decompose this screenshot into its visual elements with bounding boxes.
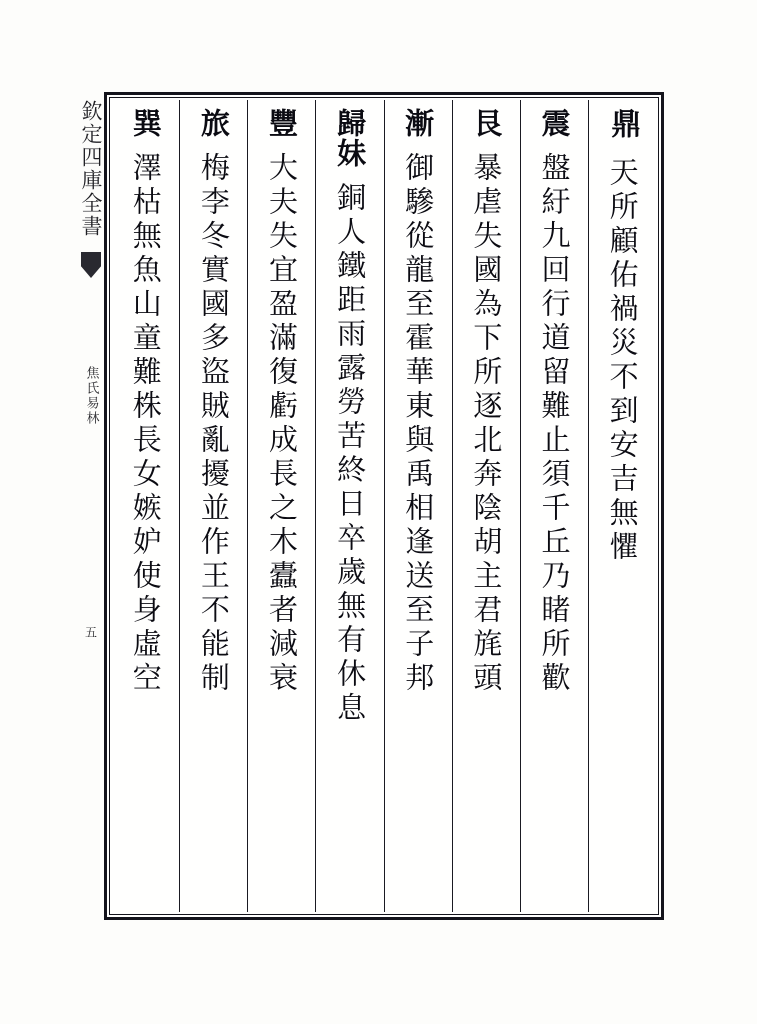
fish-tail-mark <box>81 252 101 278</box>
hexagram-name-8: 巽 <box>128 108 163 138</box>
text-column-6 <box>247 100 315 912</box>
verse-text-8: 澤枯無魚山童難株長女嫉妒使身虛空 <box>128 152 163 696</box>
hexagram-name-4: 漸 <box>401 108 436 138</box>
hexagram-name-7: 旅 <box>196 108 231 138</box>
text-column-7 <box>179 100 247 912</box>
verse-text-3: 暴虐失國為下所逐北奔陰胡主君旄頭 <box>469 152 504 696</box>
hexagram-name-6: 豐 <box>265 108 300 138</box>
verse-text-7: 梅李冬實國多盜賊亂擾並作王不能制 <box>196 152 231 696</box>
text-column-8 <box>112 100 179 912</box>
text-column-5 <box>315 100 383 912</box>
hexagram-name-5: 歸妹 <box>333 108 368 168</box>
series-title: 欽定四庫全書 <box>79 100 103 238</box>
text-column-3 <box>452 100 520 912</box>
hexagram-name-3: 艮 <box>469 108 504 138</box>
verse-text-2: 盤紆九回行道留難止須千丘乃睹所歡 <box>537 152 572 696</box>
hexagram-name-1: 鼎 <box>605 108 641 139</box>
verse-text-4: 御驂從龍至霍華東與禹相逢送至子邦 <box>401 152 436 696</box>
text-column-4 <box>384 100 452 912</box>
text-column-2 <box>520 100 588 912</box>
text-column-1 <box>588 100 656 912</box>
text-block-frame <box>104 92 664 920</box>
page-margin-column <box>74 96 108 926</box>
book-title: 焦氏易林 <box>83 366 99 426</box>
verse-text-6: 大夫失宜盈滿復虧成長之木蠹者減衰 <box>265 152 300 696</box>
verse-text-1: 天所顧佑禍災不到安吉無懼 <box>605 157 640 565</box>
page-number: 五 <box>83 626 98 640</box>
text-columns <box>112 100 656 912</box>
verse-text-5: 銅人鐵距雨露勞苦終日卒歲無有休息 <box>333 182 368 726</box>
hexagram-name-2: 震 <box>537 108 572 138</box>
